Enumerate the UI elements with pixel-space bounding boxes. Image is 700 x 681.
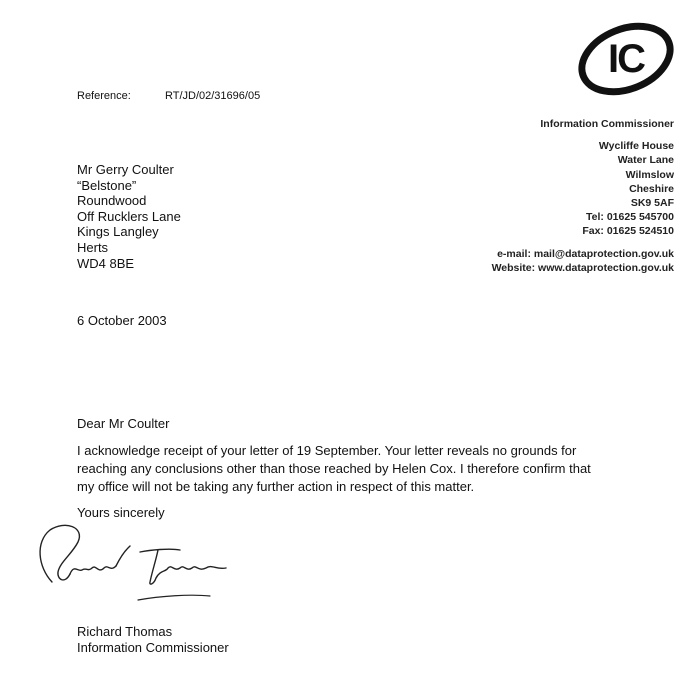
letter-date: 6 October 2003 — [77, 313, 167, 328]
sender-address-line: Cheshire — [629, 182, 674, 195]
sender-website: Website: www.dataprotection.gov.uk — [491, 261, 674, 274]
recipient-line: “Belstone” — [77, 177, 137, 193]
sender-organization: Information Commissioner — [540, 118, 674, 130]
closing: Yours sincerely — [77, 505, 165, 520]
recipient-line: Off Rucklers Lane — [77, 208, 181, 224]
recipient-line: Mr Gerry Coulter — [77, 162, 174, 177]
sender-email: e-mail: mail@dataprotection.gov.uk — [497, 247, 674, 260]
sender-address-line: Water Lane — [617, 154, 674, 167]
letter-body — [77, 442, 637, 496]
signatory-block — [77, 624, 229, 656]
salutation: Dear Mr Coulter — [77, 416, 170, 431]
body-line: I acknowledge receipt of your letter of 19 September. Your letter reveals no grounds for — [77, 443, 577, 458]
recipient-address-block — [77, 162, 181, 271]
logo-text: IC — [608, 37, 644, 81]
body-line: reaching any conclusions other than those reached by Helen Cox. I therefore confirm that — [77, 461, 591, 476]
signatory-name: Richard Thomas — [77, 624, 173, 639]
recipient-line: WD4 8BE — [77, 255, 135, 271]
handwritten-signature — [30, 512, 240, 608]
sender-fax: Fax: 01625 524510 — [582, 225, 674, 238]
recipient-line: Kings Langley — [77, 224, 159, 240]
recipient-line: Roundwood — [77, 193, 147, 209]
reference-label: Reference: — [77, 90, 131, 102]
sender-tel: Tel: 01625 545700 — [586, 211, 674, 224]
sender-address-line: SK9 5AF — [630, 197, 674, 210]
reference-value: RT/JD/02/31696/05 — [165, 90, 261, 102]
sender-address-block — [434, 117, 674, 275]
sender-address-line: Wilmslow — [625, 168, 674, 181]
sender-address-line: Wycliffe House — [598, 140, 674, 153]
signatory-title: Information Commissioner — [77, 640, 229, 655]
recipient-line: Herts — [77, 239, 109, 255]
body-line: my office will not be taking any further action in respect of this matter. — [77, 479, 475, 494]
ic-logo — [574, 20, 678, 98]
